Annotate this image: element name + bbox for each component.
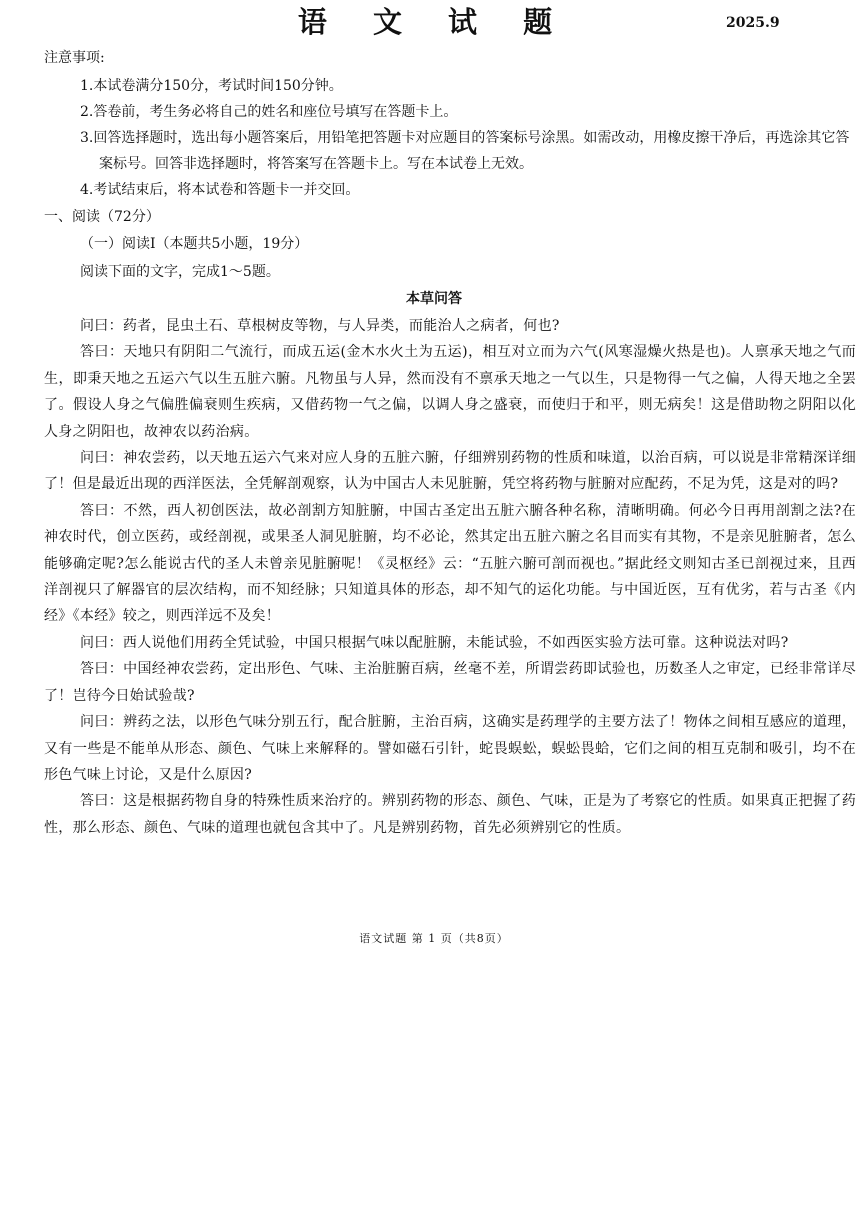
article-paragraph: 答曰：这是根据药物自身的特殊性质来治疗的。辨别药物的形态、颜色、气味，正是为了考察它的性质。如果真正把握了药性，那么形态、颜色、气味的道理也就包含其中了。凡是辨别药物，首先必须辨别它的性质。 (44, 793, 856, 836)
article-title: 本草问答 (406, 291, 462, 307)
reading-instruction: 阅读下面的文字，完成1～5题。 (80, 264, 280, 280)
notice-heading: 注意事项: (44, 50, 105, 66)
notice-item: 4.考试结束后，将本试卷和答题卡一并交回。 (80, 182, 360, 198)
article-paragraph: 问曰：辨药之法，以形色气味分别五行，配合脏腑，主治百病，这确实是药理学的主要方法了！物体之间相互感应的道理，又有一些是不能单从形态、颜色、气味上来解释的。譬如磁石引针，蛇畏蜈蚣，蜈蚣畏蛤，它们之间的相互克制和吸引，均不在形色气味上讨论，又是什么原因? (44, 714, 856, 783)
article-paragraph: 答曰：中国经神农尝药，定出形色、气味、主治脏腑百病，丝毫不差，所谓尝药即试验也，历数圣人之审定，已经非常详尽了！岂待今日始试验哉? (44, 661, 856, 704)
article-paragraph: 答曰：天地只有阴阳二气流行，而成五运(金木水火土为五运)，相互对立而为六气(风寒湿燥火热是也)。人禀承天地之气而生，即秉天地之五运六气以生五脏六腑。凡物虽与人异，然而没有不禀承天地之一气以生，只是物得一气之偏，人得天地之全罢了。假设人身之气偏胜偏衰则生疾病，又借药物一气之偏，以调人身之盛衰，而使归于和平，则无病矣！这是借助物之阴阳以化人身之阴阳也，故神农以药治病。 (44, 344, 856, 440)
page-footer: 语文试题 第 1 页（共8页） (359, 932, 509, 945)
article-paragraph: 问曰：药者，昆虫土石、草根树皮等物，与人异类，而能治人之病者，何也? (80, 318, 560, 334)
section-title: 一、阅读（72分） (44, 209, 160, 225)
subsection-title: （一）阅读Ⅰ（本题共5小题，19分） (80, 236, 309, 252)
article-body (44, 313, 856, 841)
page-title: 语 文 试 题 (297, 5, 571, 39)
notice-item: 3.回答选择题时，选出每小题答案后，用铅笔把答题卡对应题目的答案标号涂黑。如需改动，用橡皮擦干净后，再选涂其它答案标号。回答非选择题时，将答案写在答题卡上。写在本试卷上无效。 (80, 130, 850, 172)
notice-item: 1.本试卷满分150分，考试时间150分钟。 (80, 78, 343, 94)
article-paragraph: 问曰：神农尝药，以天地五运六气来对应人身的五脏六腑，仔细辨别药物的性质和味道，以治百病，可以说是非常精深详细了！但是最近出现的西洋医法，全凭解剖观察，认为中国古人未见脏腑，凭空将药物与脏腑对应配药，不足为凭，这是对的吗? (44, 450, 856, 493)
article-paragraph: 问曰：西人说他们用药全凭试验，中国只根据气味以配脏腑，未能试验，不如西医实验方法可靠。这种说法对吗? (80, 634, 789, 651)
article-paragraph: 答曰：不然，西人初创医法，故必剖割方知脏腑，中国古圣定出五脏六腑各种名称，清晰明确。何必今日再用剖割之法?在神农时代，创立医药，或经剖视，或果圣人洞见脏腑，均不必论，然其定出五脏六腑之名目而实有其物，不是亲见脏腑者，怎么能够确定呢?怎么能说古代的圣人未曾亲见脏腑呢！《灵枢经》云：“五脏六腑可剖而视也。”据此经文则知古圣已剖视过来，且西洋剖视只了解器官的层次结构，而不知经脉；只知道具体的形态，却不知气的运化功能。与中国近医，互有优劣，若与古圣《内经》《本经》较之，则西洋远不及矣！ (44, 502, 856, 625)
notice-list (80, 73, 858, 203)
notice-item: 2.答卷前，考生务必将自己的姓名和座位号填写在答题卡上。 (80, 104, 458, 120)
exam-date: 2025.9 (726, 15, 780, 31)
